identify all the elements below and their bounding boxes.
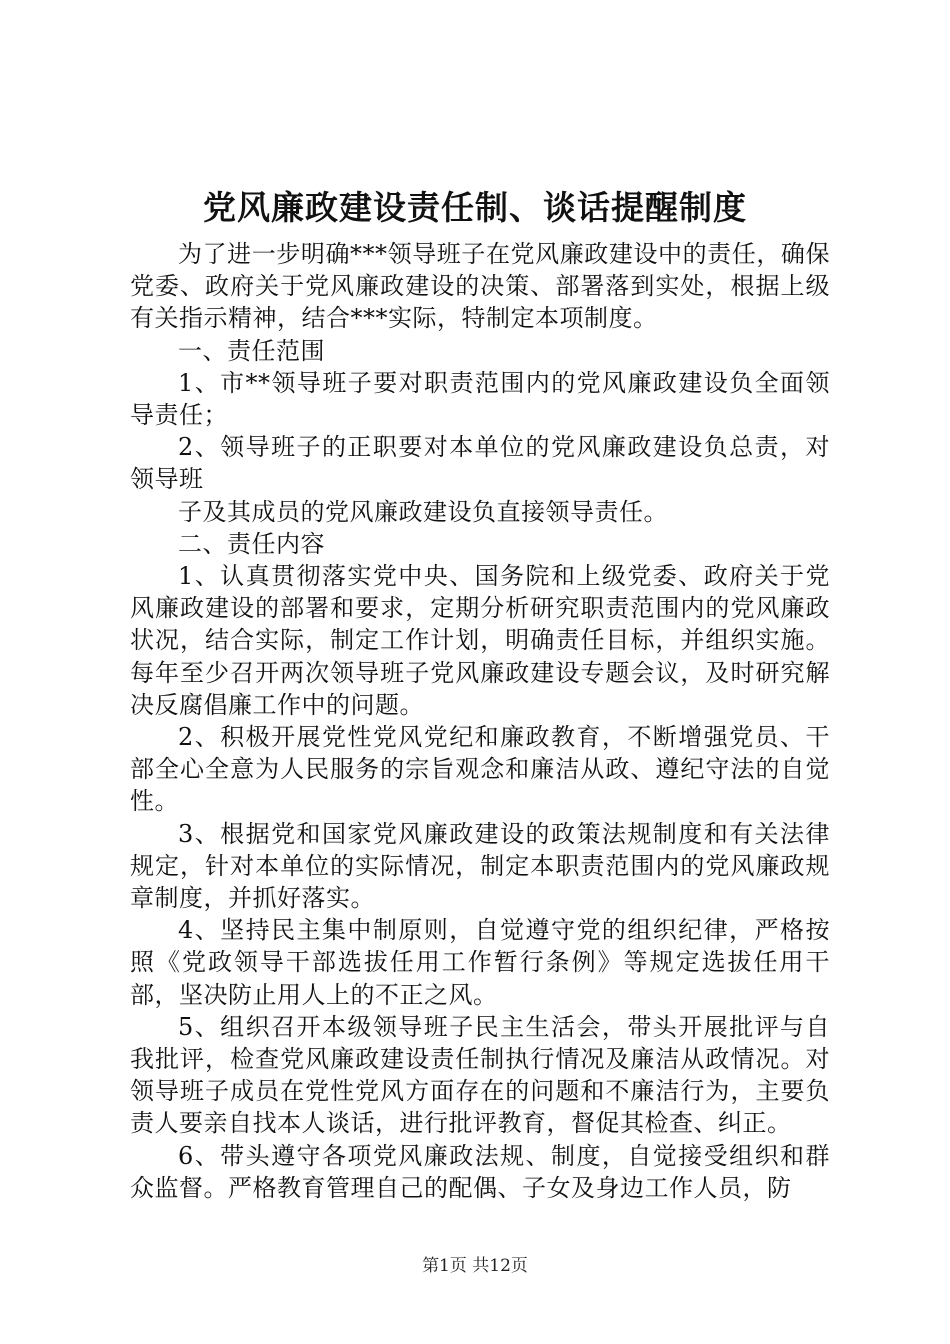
paragraph-scope-2-cont: 子及其成员的党风廉政建设负直接领导责任。 <box>178 497 668 526</box>
section-heading-content: 二、责任内容 <box>178 529 325 558</box>
paragraph-content-3: 3、根据党和国家党风廉政建设的政策法规制度和有关法律规定，针对本单位的实际情况，制定本职责范围内的党风廉政规章制度，并抓好落实。 <box>130 819 830 913</box>
paragraph-intro: 为了进一步明确***领导班子在党风廉政建设中的责任，确保党委、政府关于党风廉政建设的决策、部署落到实处，根据上级有关指示精神，结合***实际，特制定本项制度。 <box>130 240 830 333</box>
document-body <box>130 238 830 1204</box>
section-heading-scope: 一、责任范围 <box>178 336 325 365</box>
paragraph-content-6: 6、带头遵守各项党风廉政法规、制度，自觉接受组织和群众监督。严格教育管理自己的配偶、子女及身边工作人员，防 <box>130 1141 830 1202</box>
page-number-footer: 第1页 共12页 <box>422 1256 528 1276</box>
document-title: 党风廉政建设责任制、谈话提醒制度 <box>203 188 747 227</box>
paragraph-content-5: 5、组织召开本级领导班子民主生活会，带头开展批评与自我批评，检查党风廉政建设责任制执行情况及廉洁从政情况。对领导班子成员在党性党风方面存在的问题和不廉洁行为，主要负责人要亲自找本人谈话，进行批评教育，督促其检查、纠正。 <box>130 1012 830 1138</box>
paragraph-content-2: 2、积极开展党性党风党纪和廉政教育，不断增强党员、干部全心全意为人民服务的宗旨观念和廉洁从政、遵纪守法的自觉性。 <box>130 723 830 816</box>
paragraph-scope-2: 2、领导班子的正职要对本单位的党风廉政建设负总责，对领导班 <box>130 433 830 494</box>
paragraph-scope-1: 1、市**领导班子要对职责范围内的党风廉政建设负全面领导责任； <box>130 368 830 430</box>
paragraph-content-1: 1、认真贯彻落实党中央、国务院和上级党委、政府关于党风廉政建设的部署和要求，定期分析研究职责范围内的党风廉政状况，结合实际，制定工作计划，明确责任目标，并组织实施。每年至少召开两次领导班子党风廉政建设专题会议，及时研究解决反腐倡廉工作中的问题。 <box>130 562 830 719</box>
paragraph-content-4: 4、坚持民主集中制原则，自觉遵守党的组织纪律，严格按照《党政领导干部选拔任用工作暂行条例》等规定选拔任用干部，坚决防止用人上的不正之风。 <box>130 916 830 1009</box>
